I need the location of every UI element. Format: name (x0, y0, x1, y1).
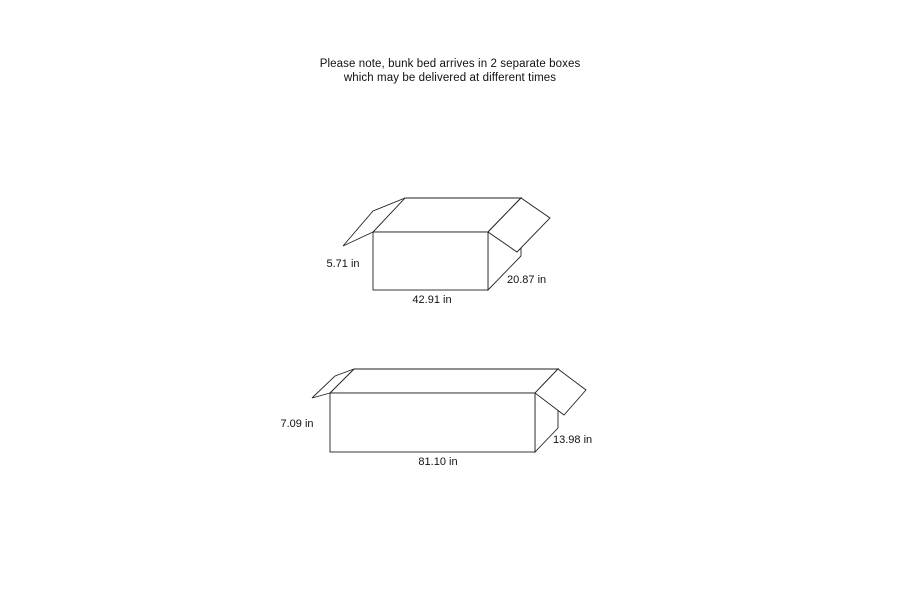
box-1-front-face (373, 232, 488, 290)
box-2-height-label: 7.09 in (280, 418, 314, 430)
delivery-note-line-1: Please note, bunk bed arrives in 2 separate boxes (319, 58, 581, 70)
box-2 (280, 369, 592, 468)
delivery-note-line-2: which may be delivered at different times (343, 72, 557, 84)
box-1-depth-label: 20.87 in (507, 274, 547, 286)
box-1-length-label: 42.91 in (412, 294, 452, 306)
box-2-front-face (330, 393, 535, 452)
box-2-top-face (330, 369, 558, 393)
box-2-length-label: 81.10 in (418, 456, 458, 468)
box-1-height-label: 5.71 in (326, 258, 360, 270)
box-1 (326, 198, 550, 306)
box-2-depth-label: 13.98 in (553, 434, 593, 446)
